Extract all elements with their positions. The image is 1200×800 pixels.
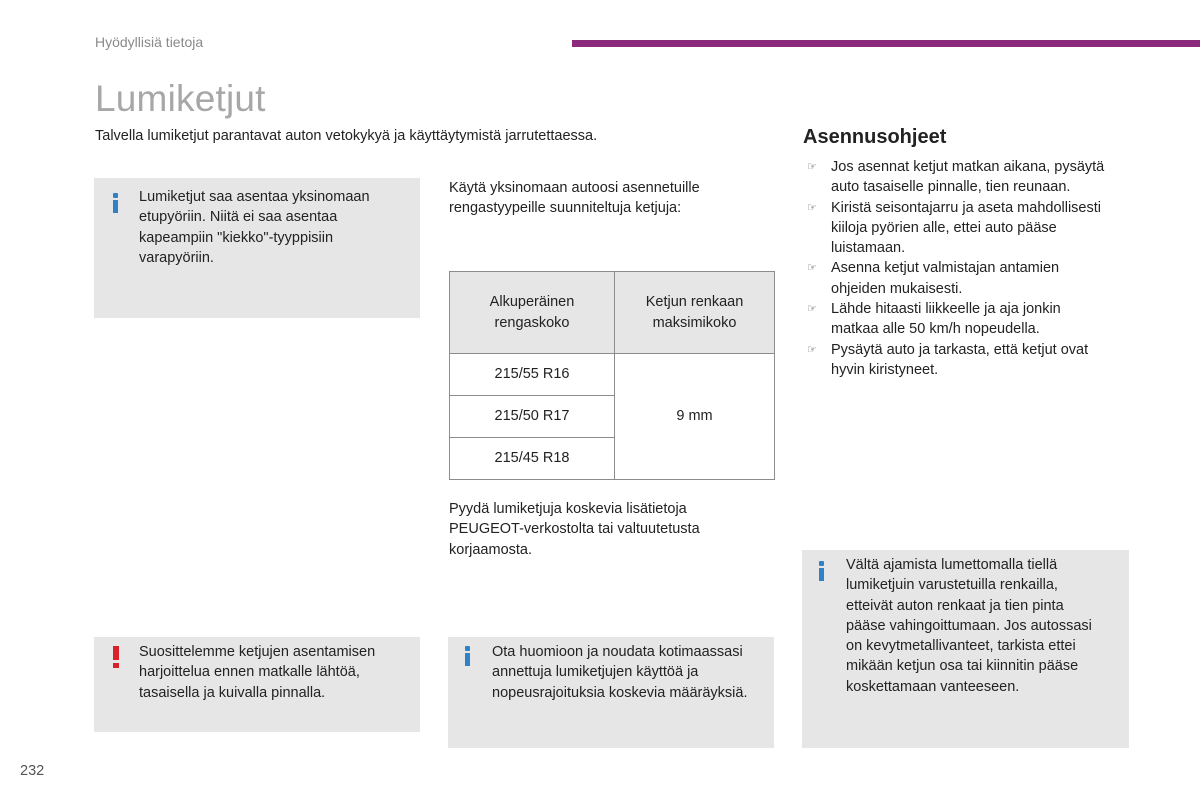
text-line: Käytä yksinomaan autoosi asennetuille: [449, 180, 700, 196]
text-line: Ota huomioon ja noudata kotimaassasi: [492, 644, 743, 660]
header-original-tyre-size: [450, 272, 615, 354]
text-line: Vältä ajamista lumettomalla tiellä: [846, 557, 1058, 573]
page-title: Lumiketjut: [95, 78, 266, 119]
tyre-size-table: [449, 271, 775, 480]
pointing-hand-icon: ☞: [807, 343, 817, 356]
warning-box: [94, 637, 420, 732]
pointing-hand-icon: ☞: [807, 262, 817, 275]
header-line: maksimikoko: [652, 314, 737, 331]
text-line: annettuja lumiketjujen käyttöä ja: [492, 664, 699, 681]
text-line: Suosittelemme ketjujen asentamisen: [139, 644, 376, 660]
text-line: ohjeiden mukaisesti.: [831, 280, 963, 297]
pointing-hand-icon: ☞: [807, 201, 817, 214]
header-line: Ketjun renkaan: [645, 294, 744, 311]
info-box-front-wheels-text: [139, 187, 409, 268]
text-line: korjaamosta.: [449, 541, 533, 558]
list-item: [803, 299, 1143, 340]
list-item: [803, 340, 1143, 381]
list-item: [803, 258, 1143, 299]
tyre-size-cell: 215/50 R17: [450, 396, 615, 438]
text-line: PEUGEOT-verkostolta tai valtuutetusta: [449, 521, 700, 538]
tyre-size-cell: 215/45 R18: [450, 438, 615, 480]
text-line: Lähde hitaasti liikkeelle ja aja jonkin: [831, 301, 1061, 318]
text-line: matkaa alle 50 km/h nopeudella.: [831, 321, 1040, 338]
intro-text: Talvella lumiketjut parantavat auton vetokykyä ja käyttäytymistä jarrutettaessa.: [95, 128, 598, 144]
text-line: etteivät auton renkaat ja tien pinta: [846, 597, 1064, 614]
info-box-regulations: [448, 637, 774, 748]
info-box-wheels: [802, 550, 1129, 748]
page-number: 232: [20, 763, 45, 779]
text-line: Jos asennat ketjut matkan aikana, pysäytä: [831, 159, 1105, 175]
header-line: Alkuperäinen: [489, 294, 575, 311]
table-header-row: [450, 272, 775, 354]
info-box-wheels-text: [846, 555, 1121, 697]
text-line: nopeusrajoituksia koskevia määräyksiä.: [492, 684, 748, 701]
table-row: [450, 354, 775, 396]
pointing-hand-icon: ☞: [807, 161, 817, 173]
installation-steps: [803, 157, 1143, 380]
installation-heading: Asennusohjeet: [803, 126, 947, 148]
text-line: pääse vahingoittumaan. Jos autossasi: [846, 617, 1092, 634]
dealer-note: [449, 499, 769, 560]
max-chain-size-cell: 9 mm: [615, 354, 775, 480]
text-line: Asenna ketjut valmistajan antamien: [831, 260, 1060, 277]
list-item: [803, 157, 1143, 198]
tyre-size-cell: 215/55 R16: [450, 354, 615, 396]
text-line: hyvin kiristyneet.: [831, 361, 939, 378]
text-line: Pysäytä auto ja tarkasta, että ketjut ovat: [831, 341, 1089, 358]
text-line: kiiloja pyörien alle, ettei auto pääse: [831, 219, 1057, 236]
text-line: Kiristä seisontajarru ja aseta mahdollisesti: [831, 199, 1101, 216]
header-max-chain-size: [615, 272, 775, 354]
text-line: Lumiketjut saa asentaa yksinomaan: [139, 189, 370, 205]
text-line: varapyöriin.: [139, 249, 214, 266]
text-line: luistamaan.: [831, 240, 906, 257]
text-line: koskettamaan vanteeseen.: [846, 678, 1020, 695]
header-line: rengaskoko: [494, 314, 570, 331]
warning-box-text: [139, 642, 414, 703]
text-line: mikään ketjun osa tai kiinnitin pääse: [846, 658, 1079, 675]
section-label: Hyödyllisiä tietoja: [95, 34, 204, 50]
header-accent-bar: [572, 40, 1200, 47]
text-line: kapeampiin "kiekko"-tyyppisiin: [139, 229, 334, 246]
tyres-intro: [449, 178, 769, 219]
text-line: tasaisella ja kuivalla pinnalla.: [139, 684, 326, 701]
info-box-regulations-text: [492, 642, 772, 703]
text-line: harjoittelua ennen matkalle lähtöä,: [139, 664, 360, 681]
list-item: [803, 198, 1143, 259]
text-line: etupyöriin. Niitä ei saa asentaa: [139, 209, 338, 226]
pointing-hand-icon: ☞: [807, 303, 817, 316]
text-line: rengastyypeille suunniteltuja ketjuja:: [449, 200, 682, 217]
text-line: Pyydä lumiketjuja koskevia lisätietoja: [449, 501, 687, 517]
text-line: on kevytmetallivanteet, tarkista ettei: [846, 638, 1076, 655]
info-box-front-wheels: [94, 178, 420, 318]
text-line: lumiketjuin varustetuilla renkailla,: [846, 577, 1058, 594]
text-line: auto tasaiselle pinnalle, tien reunaan.: [831, 179, 1071, 196]
